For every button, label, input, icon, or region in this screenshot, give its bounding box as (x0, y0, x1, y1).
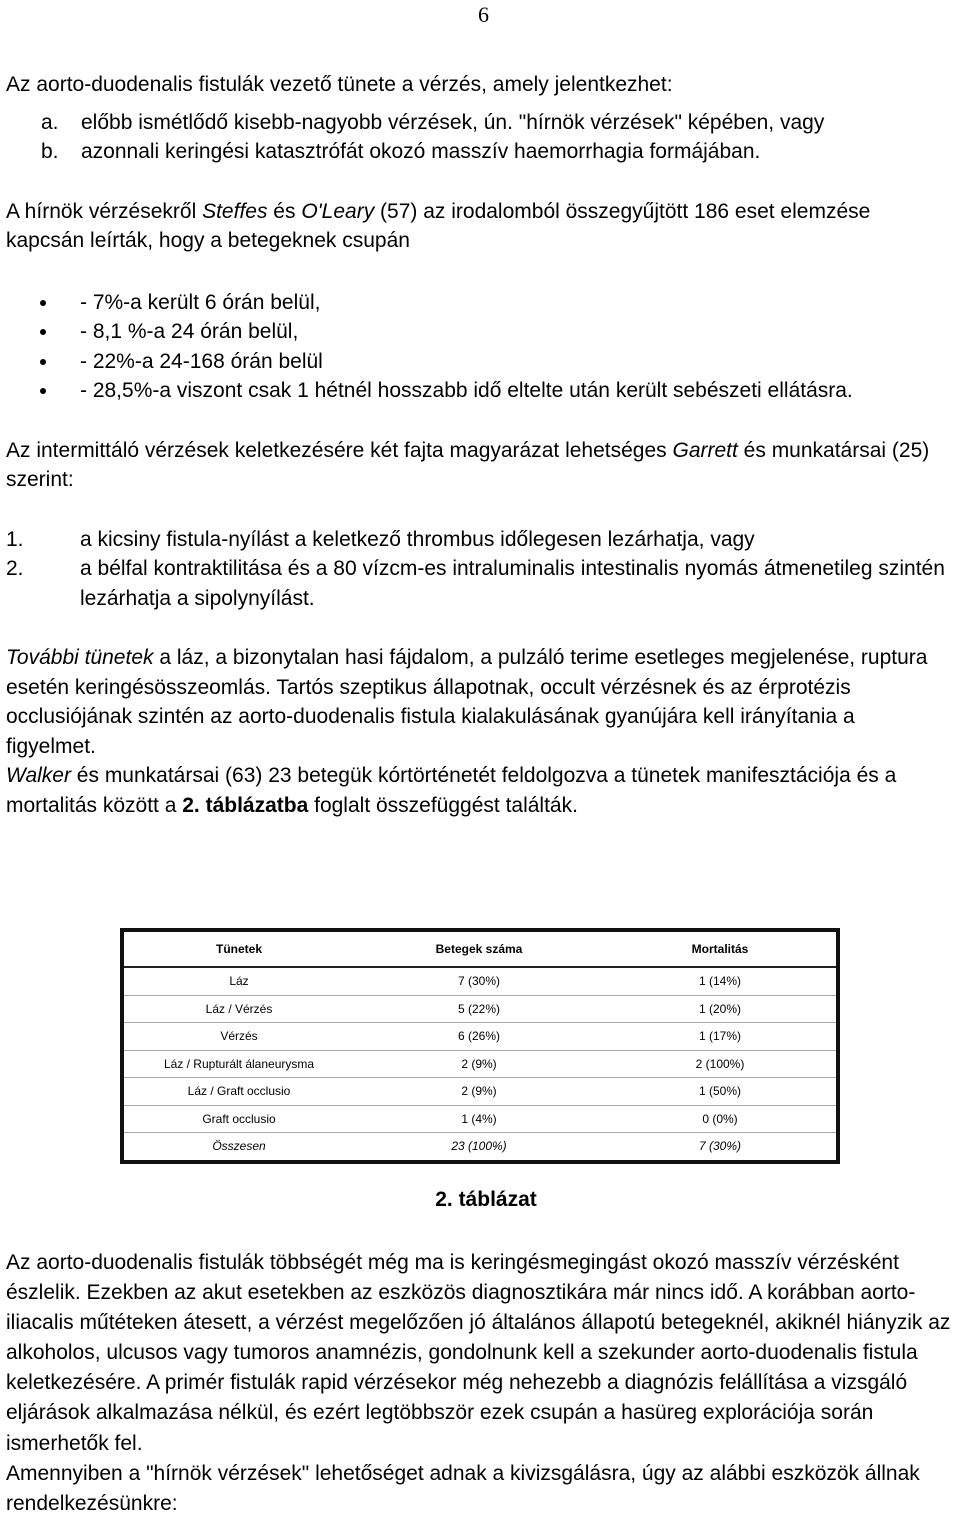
numbered-list (6, 525, 946, 614)
page-number: 6 (478, 2, 489, 27)
paragraph-symptoms (6, 643, 946, 820)
table-total-row (122, 1133, 838, 1162)
table-cell: Összesen (122, 1133, 354, 1162)
table-row (122, 1023, 838, 1051)
table-cell: 2 (9%) (354, 1050, 604, 1078)
table-cell: Láz / Vérzés (122, 995, 354, 1023)
list-item (41, 137, 946, 167)
table-cell: Vérzés (122, 1023, 354, 1051)
table-cell: Láz / Rupturált álaneurysma (122, 1050, 354, 1078)
table-cell: 1 (17%) (604, 1023, 838, 1051)
table-reference: 2. táblázatba (182, 793, 309, 817)
table-cell: 23 (100%) (354, 1133, 604, 1162)
paragraph-tools: Amennyiben a "hírnök vérzések" lehetőséget adnak a kivizsgálásra, úgy az alábbi eszközök állnak rendelkezésünkre: (6, 1461, 920, 1515)
document-body (6, 70, 946, 820)
table-cell: 6 (26%) (354, 1023, 604, 1051)
table-cell: 1 (20%) (604, 995, 838, 1023)
text-run: foglalt összefüggést találták. (308, 793, 578, 817)
paragraph-acute-cases: Az aorto-duodenalis fistulák többségét még ma is keringésmegingást okozó masszív vérzésként észlelik. Ezekben az akut esetekben az eszközös diagnosztikára már nincs idő. A korábban aorto-iliacalis műtéteken átesett, a vérzést megelőzően jó általános állapotú betegeknél, akiknél hiányzik az alkoholos, ulcusos vagy tumoros anamnézis, gondolnunk kell a szekunder aorto-duodenalis fistula keletkezésére. A primér fistulák rapid vérzésekor még nehezebb a diagnózis felállítása a vizsgáló eljárások alkalmazása nélkül, és ezért legtöbbször ezek csupán a hasüreg explorációja során ismerhetők fel. (6, 1251, 951, 1455)
list-item-text: - 8,1 %-a 24 órán belül, (80, 320, 299, 343)
table-cell: 2 (9%) (354, 1078, 604, 1106)
symptoms-table-figure (120, 928, 840, 1164)
table-header-row (122, 930, 838, 967)
text-run: és munkatársai (63) 23 betegük kórtörténetét feldolgozva a tünetek manifesztációja és a mortalitás között a (6, 764, 897, 817)
bullet-icon (6, 317, 80, 347)
symptoms-table (120, 928, 840, 1164)
list-item-text: a bélfal kontraktilitása és a 80 vízcm-es intraluminalis intestinalis nyomás átmenetileg szintén lezárhatja a sipolynyílást. (80, 557, 945, 610)
table-cell: 1 (4%) (354, 1105, 604, 1133)
paragraph-garrett (6, 436, 946, 495)
column-header: Mortalitás (604, 930, 838, 967)
table-cell: 1 (50%) (604, 1078, 838, 1106)
table-cell: 0 (0%) (604, 1105, 838, 1133)
table-cell: 5 (22%) (354, 995, 604, 1023)
text-run: A hírnök vérzésekről (6, 199, 203, 223)
table-cell: Láz (122, 967, 354, 995)
table-cell: 7 (30%) (354, 967, 604, 995)
list-item (6, 347, 946, 377)
table-cell: 2 (100%) (604, 1050, 838, 1078)
document-body-continued (6, 1248, 956, 1519)
column-header: Tünetek (122, 930, 354, 967)
table-row (122, 995, 838, 1023)
list-item-text: a kicsiny fistula-nyílást a keletkező thrombus időlegesen lezárhatja, vagy (80, 527, 755, 551)
list-item (6, 525, 946, 555)
table-row (122, 967, 838, 995)
list-item (41, 108, 946, 138)
list-marker: 1. (6, 527, 24, 551)
table-cell: 7 (30%) (604, 1133, 838, 1162)
bullet-list (6, 288, 946, 406)
list-marker: b. (41, 140, 59, 163)
text-run: és (267, 199, 302, 223)
text-run: a láz, a bizonytalan hasi fájdalom, a pulzáló terime esetleges megjelenése, ruptura esetén keringésösszeomlás. Tartós szeptikus állapotnak, occult vérzésnek és az érprotézis occlusiójának szintén az aorto-duodenalis fistula kialakulásának gyanújára kell irányítania a figyelmet. (6, 646, 928, 758)
list-item-text: azonnali keringési katasztrófát okozó masszív haemorrhagia formájában. (81, 140, 761, 163)
bullet-icon (6, 347, 80, 377)
table-caption: 2. táblázat (435, 1188, 537, 1211)
text-run: (57) az irodalomból összegyűjtött 186 eset elemzése kapcsán leírták, hogy a betegeknek csupán (6, 199, 871, 252)
list-item-text: - 7%-a került 6 órán belül, (80, 290, 321, 314)
list-item (6, 288, 946, 318)
table-row (122, 1078, 838, 1106)
list-item-text: - 22%-a 24-168 órán belül (80, 349, 323, 373)
author-name: O'Leary (301, 199, 375, 223)
emphasis-text: További tünetek (6, 646, 154, 669)
list-item (6, 317, 946, 347)
table-row (122, 1050, 838, 1078)
text-run: és munkatársai (25) szerint: (6, 438, 930, 491)
bullet-icon (6, 288, 80, 318)
bullet-icon (6, 376, 80, 406)
list-item (6, 376, 946, 406)
alpha-list (41, 108, 946, 167)
table-cell: 1 (14%) (604, 967, 838, 995)
table-row (122, 1105, 838, 1133)
text-run: Az intermittáló vérzések keletkezésére két fajta magyarázat lehetséges (6, 438, 673, 462)
list-item-text: előbb ismétlődő kisebb-nagyobb vérzések, ún. "hírnök vérzések" képében, vagy (81, 110, 825, 134)
author-name: Walker (6, 764, 71, 787)
list-marker: 2. (6, 557, 24, 580)
author-name: Steffes (202, 199, 268, 223)
list-item-text: - 28,5%-a viszont csak 1 hétnél hosszabb idő eltelte után került sebészeti ellátásra. (80, 379, 853, 402)
list-marker: a. (41, 110, 59, 134)
paragraph-steffes (6, 197, 946, 256)
table-cell: Graft occlusio (122, 1105, 354, 1133)
table-cell: Láz / Graft occlusio (122, 1078, 354, 1106)
author-name: Garrett (672, 438, 738, 462)
intro-paragraph: Az aorto-duodenalis fistulák vezető tünete a vérzés, amely jelentkezhet: (6, 73, 673, 96)
list-item (6, 554, 946, 613)
column-header: Betegek száma (354, 930, 604, 967)
